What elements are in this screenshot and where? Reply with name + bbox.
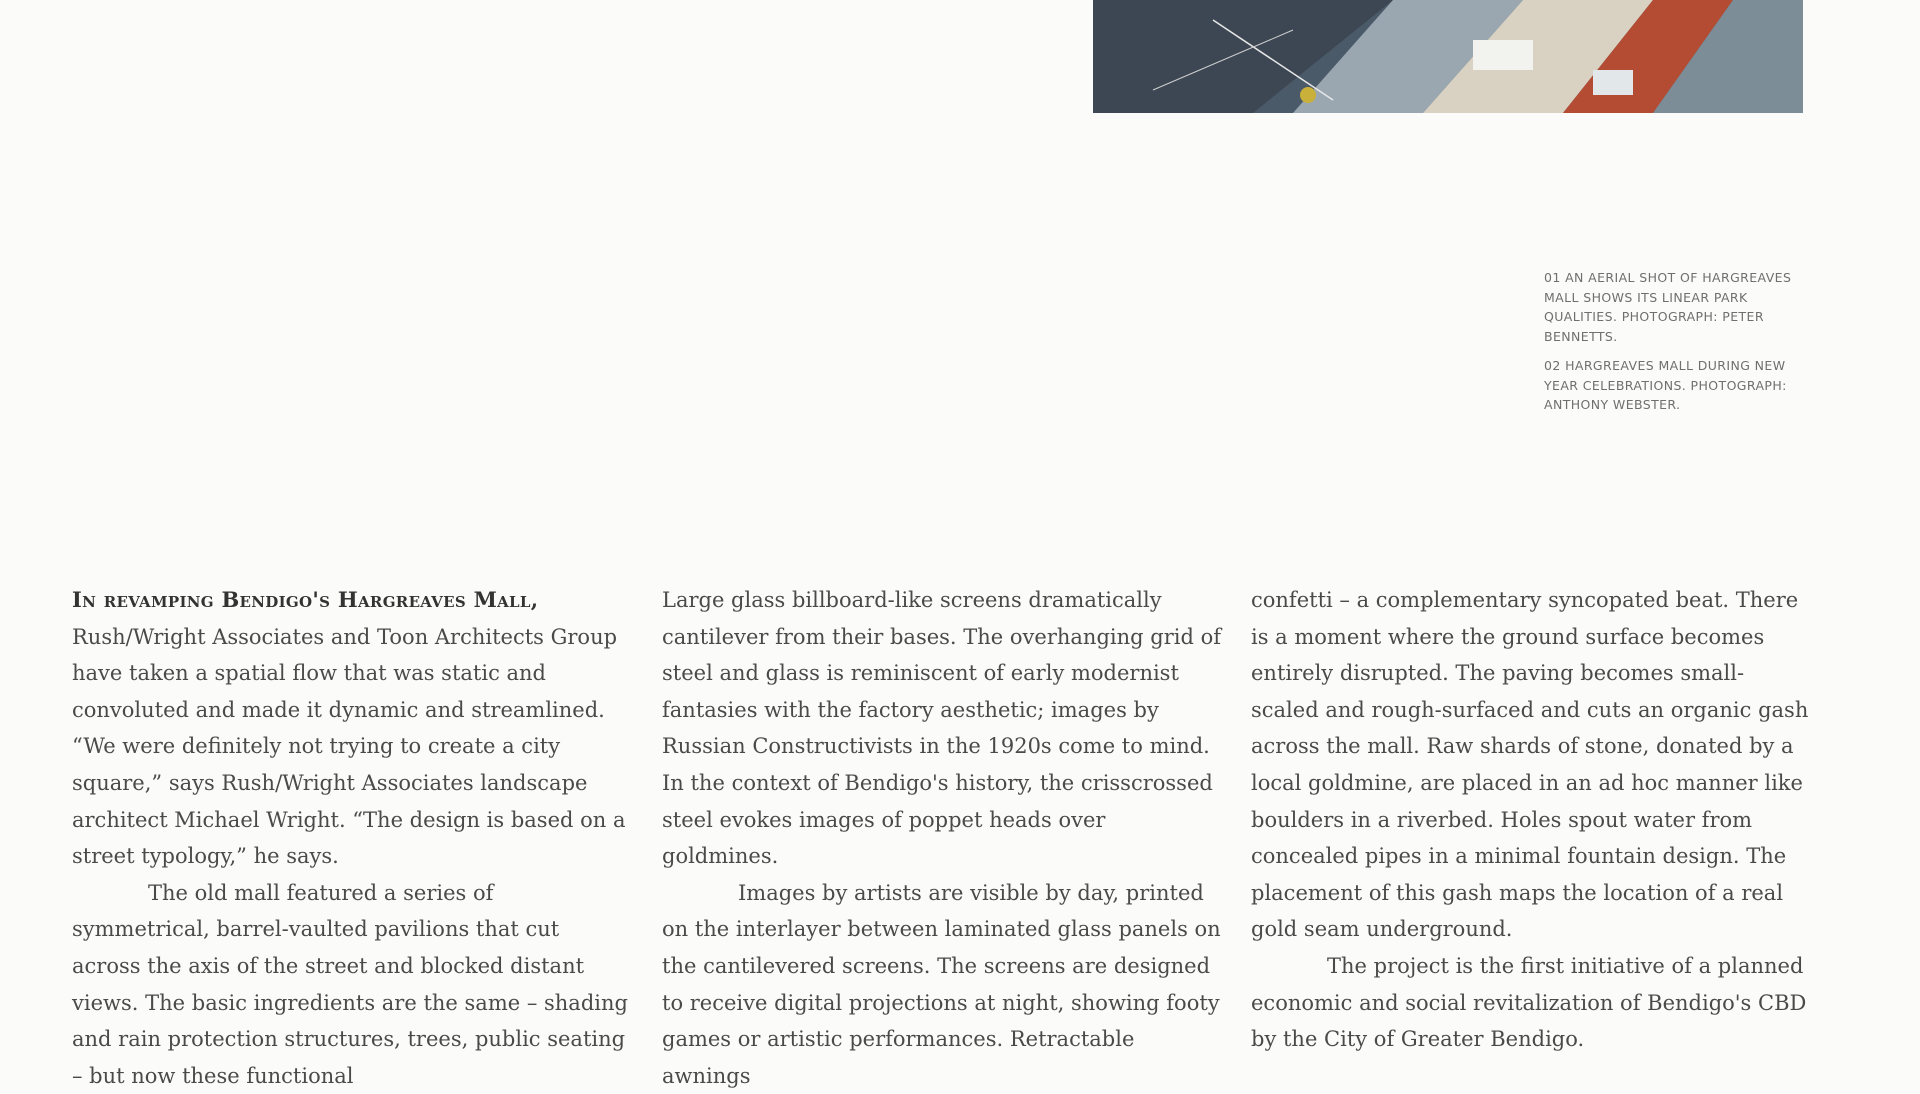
paragraph: confetti – a complementary syncopated beat. There is a moment where the ground surface becomes entirely disrupted. The paving becomes small-scaled and rough-surfaced and cuts an organic gash across the mall. Raw shards of stone, donated by a local goldmine, are placed in an ad hoc manner like boulders in a riverbed. Holes spout water from concealed pipes in a minimal fountain design. The placement of this gash maps the location of a real gold seam underground. bbox=[1251, 588, 1809, 942]
photo-illustration bbox=[1093, 0, 1803, 113]
article-column-2 bbox=[662, 582, 1222, 1094]
caption-2: 02 HARGREAVES MALL DURING NEW YEAR CELEBRATIONS. PHOTOGRAPH: ANTHONY WEBSTER. bbox=[1544, 358, 1787, 412]
article-column-3 bbox=[1251, 582, 1811, 1058]
photo-captions bbox=[1544, 268, 1804, 425]
article-column-1 bbox=[72, 582, 632, 1094]
paragraph bbox=[72, 582, 632, 875]
lead-in: In revamping Bendigo's Hargreaves Mall, bbox=[72, 587, 539, 612]
aerial-photo bbox=[1093, 0, 1803, 113]
paragraph: Large glass billboard-like screens dramatically cantilever from their bases. The overhanging grid of steel and glass is reminiscent of early modernist fantasies with the factory aesthetic; images by Russian Constructivists in the 1920s come to mind. In the context of Bendigo's history, the crisscrossed steel evokes images of poppet heads over goldmines. bbox=[662, 588, 1221, 869]
paragraph: The old mall featured a series of symmetrical, barrel-vaulted pavilions that cut across the axis of the street and blocked distant views. The basic ingredients are the same – shading and rain protection structures, trees, public seating – but now these functional bbox=[72, 880, 628, 1088]
paragraph-text: Rush/Wright Associates and Toon Architects Group have taken a spatial flow that was static and convoluted and made it dynamic and streamlined. “We were definitely not trying to create a city square,” says Rush/Wright Associates landscape architect Michael Wright. “The design is based on a street typology,” he says. bbox=[72, 624, 626, 869]
paragraph: Images by artists are visible by day, printed on the interlayer between laminated glass panels on the cantilevered screens. The screens are designed to receive digital projections at night, showing footy games or artistic performances. Retractable awnings bbox=[662, 880, 1221, 1088]
caption-1: 01 AN AERIAL SHOT OF HARGREAVES MALL SHOWS ITS LINEAR PARK QUALITIES. PHOTOGRAPH: PETER BENNETTS. bbox=[1544, 270, 1792, 344]
paragraph: The project is the first initiative of a planned economic and social revitalization of Bendigo's CBD by the City of Greater Bendigo. bbox=[1251, 953, 1807, 1052]
